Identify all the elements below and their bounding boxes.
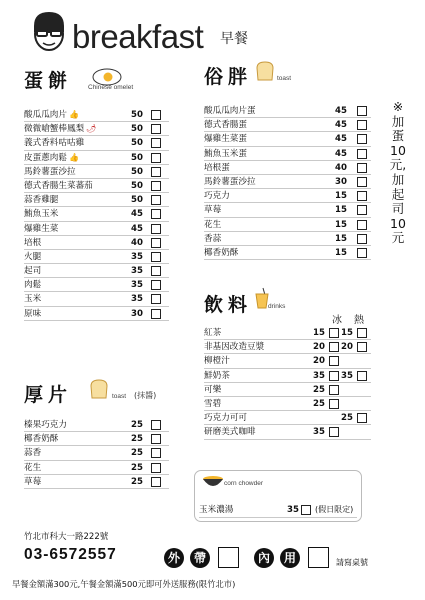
iced-price: 35 bbox=[313, 427, 325, 438]
order-checkbox[interactable] bbox=[151, 124, 161, 134]
hot-price: 15 bbox=[341, 328, 353, 338]
menu-row bbox=[24, 222, 169, 236]
order-checkbox[interactable] bbox=[357, 163, 367, 173]
item-price: 15 bbox=[335, 205, 347, 216]
menu-row bbox=[24, 307, 169, 321]
item-price: 50 bbox=[131, 138, 143, 149]
order-checkbox[interactable] bbox=[151, 153, 161, 163]
item-price: 50 bbox=[131, 195, 143, 206]
item-name: 培根 bbox=[24, 237, 42, 248]
menu-row bbox=[24, 278, 169, 292]
hot-price: 25 bbox=[341, 413, 353, 424]
iced-checkbox[interactable] bbox=[329, 399, 339, 409]
order-checkbox[interactable] bbox=[151, 448, 161, 458]
thumbs-up-icon: 👍 bbox=[68, 110, 79, 119]
menu-row bbox=[204, 147, 371, 161]
drink-name: 紅茶 bbox=[204, 328, 222, 338]
soup-card bbox=[194, 470, 362, 522]
drink-row bbox=[204, 369, 371, 383]
item-name: 馬鈴薯蛋沙拉 bbox=[204, 176, 256, 187]
order-checkbox[interactable] bbox=[151, 463, 161, 473]
hot-price: 20 bbox=[341, 342, 353, 353]
item-price: 40 bbox=[131, 237, 143, 248]
drink-row bbox=[204, 411, 371, 425]
item-name: 酸瓜瓜肉片 👍 bbox=[24, 110, 79, 120]
order-checkbox[interactable] bbox=[151, 238, 161, 248]
hot-checkbox[interactable] bbox=[357, 342, 367, 352]
item-price: 50 bbox=[131, 152, 143, 163]
item-name: 爆雞生菜蛋 bbox=[204, 134, 247, 145]
menu-row bbox=[24, 151, 169, 165]
drink-name: 非基因改造豆漿 bbox=[204, 342, 265, 353]
chili-pepper-icon: 🌶 bbox=[86, 124, 97, 134]
drink-row bbox=[204, 397, 371, 411]
iced-price: 15 bbox=[313, 328, 325, 338]
drink-name: 可樂 bbox=[204, 384, 222, 395]
order-checkbox[interactable] bbox=[151, 266, 161, 276]
brand-header bbox=[30, 8, 290, 56]
item-name: 椰香奶酥 bbox=[24, 434, 59, 445]
item-name: 玉米 bbox=[24, 294, 42, 305]
order-checkbox[interactable] bbox=[151, 195, 161, 205]
item-name: 肉鬆 bbox=[24, 280, 42, 291]
table-number-note: 請寫桌號 bbox=[336, 558, 368, 567]
order-checkbox[interactable] bbox=[151, 280, 161, 290]
takeout-char-1: 外 bbox=[164, 548, 184, 568]
item-price: 35 bbox=[131, 251, 143, 262]
menu-row bbox=[204, 246, 371, 260]
iced-checkbox[interactable] bbox=[329, 427, 339, 437]
item-price: 35 bbox=[131, 280, 143, 291]
item-price: 50 bbox=[131, 180, 143, 191]
order-checkbox[interactable] bbox=[357, 220, 367, 230]
item-price: 35 bbox=[131, 294, 143, 305]
thick-toast-list bbox=[24, 418, 169, 489]
menu-row bbox=[24, 475, 169, 489]
item-name: 蒜香 bbox=[24, 448, 42, 459]
iced-price: 25 bbox=[313, 384, 325, 395]
order-checkbox[interactable] bbox=[357, 134, 367, 144]
egg-pancake-subtitle: Chinese omelet bbox=[88, 84, 134, 91]
thick-toast-subtitle: toast bbox=[112, 393, 127, 400]
hot-checkbox[interactable] bbox=[357, 371, 367, 381]
drink-name: 巧克力可可 bbox=[204, 413, 247, 424]
item-name: 椰香奶酥 bbox=[204, 247, 239, 258]
item-name: 草莓 bbox=[204, 205, 222, 216]
toast-title: 俗胖 bbox=[204, 66, 253, 88]
iced-checkbox[interactable] bbox=[329, 371, 339, 381]
menu-row bbox=[24, 292, 169, 306]
order-checkbox[interactable] bbox=[357, 120, 367, 130]
menu-row bbox=[24, 446, 169, 460]
item-price: 25 bbox=[131, 462, 143, 473]
menu-row bbox=[24, 108, 169, 122]
bread-slice-icon bbox=[88, 378, 110, 400]
egg-pancake-title: 蛋餅 bbox=[24, 70, 73, 92]
drink-row bbox=[204, 383, 371, 397]
egg-pancake-list bbox=[24, 108, 169, 321]
order-checkbox[interactable] bbox=[151, 420, 161, 430]
drink-name: 柳橙汁 bbox=[204, 356, 230, 367]
menu-row bbox=[24, 122, 169, 136]
menu-row bbox=[204, 218, 371, 232]
hot-checkbox[interactable] bbox=[357, 328, 367, 338]
item-name: 花生 bbox=[24, 462, 42, 473]
order-checkbox[interactable] bbox=[151, 110, 161, 120]
iced-price: 20 bbox=[313, 342, 325, 353]
menu-row bbox=[204, 118, 371, 132]
order-checkbox[interactable] bbox=[151, 477, 161, 487]
soup-row bbox=[199, 503, 357, 518]
iced-checkbox[interactable] bbox=[329, 356, 339, 366]
item-price: 50 bbox=[131, 166, 143, 177]
hot-checkbox[interactable] bbox=[357, 413, 367, 423]
order-checkbox[interactable] bbox=[151, 309, 161, 319]
menu-row bbox=[24, 236, 169, 250]
drink-row bbox=[204, 425, 371, 439]
extra-egg-cheese-note: ※加蛋10元,加起司10元 bbox=[389, 99, 407, 246]
order-checkbox[interactable] bbox=[151, 434, 161, 444]
item-name: 草莓 bbox=[24, 476, 42, 487]
menu-row bbox=[24, 179, 169, 193]
iced-checkbox[interactable] bbox=[329, 328, 339, 338]
order-checkbox[interactable] bbox=[357, 177, 367, 187]
brand-chinese: 早餐 bbox=[220, 31, 248, 47]
soup-bowl-icon bbox=[201, 475, 225, 489]
takeout-char-2: 帶 bbox=[190, 548, 210, 568]
menu-row bbox=[204, 189, 371, 203]
iced-checkbox[interactable] bbox=[329, 385, 339, 395]
bread-slice-icon bbox=[254, 60, 276, 82]
order-checkbox[interactable] bbox=[357, 205, 367, 215]
item-name: 馬鈴薯蛋沙拉 bbox=[24, 166, 76, 177]
toast-list bbox=[204, 104, 371, 260]
order-checkbox[interactable] bbox=[151, 138, 161, 148]
thick-toast-title: 厚片 bbox=[24, 384, 73, 406]
soup-checkbox[interactable] bbox=[301, 505, 311, 515]
menu-row bbox=[24, 418, 169, 432]
table-number-box[interactable] bbox=[308, 547, 329, 568]
item-price: 50 bbox=[131, 110, 143, 120]
order-checkbox[interactable] bbox=[357, 191, 367, 201]
item-price: 15 bbox=[335, 219, 347, 230]
menu-row bbox=[24, 136, 169, 150]
item-name: 榛果巧克力 bbox=[24, 420, 67, 430]
drinks-list bbox=[204, 326, 371, 440]
brand-word: breakfast bbox=[72, 18, 204, 55]
item-price: 25 bbox=[131, 434, 143, 445]
toast-subtitle: toast bbox=[277, 75, 292, 82]
glasses-face-logo-icon bbox=[30, 10, 68, 52]
spread-note: (抹醬) bbox=[134, 391, 157, 400]
drink-row bbox=[204, 340, 371, 354]
item-price: 50 bbox=[131, 124, 143, 135]
item-name: 德式香腸蛋 bbox=[204, 120, 247, 131]
menu-row bbox=[24, 193, 169, 207]
hot-price: 35 bbox=[341, 370, 353, 381]
order-checkbox[interactable] bbox=[357, 149, 367, 159]
item-price: 15 bbox=[335, 233, 347, 244]
drink-row bbox=[204, 326, 371, 340]
iced-price: 20 bbox=[313, 356, 325, 367]
hot-column-header: 熱 bbox=[354, 315, 364, 326]
shop-address: 竹北市科大一路222號 bbox=[24, 532, 109, 542]
soup-subtitle: corn chowder bbox=[224, 480, 264, 487]
item-price: 45 bbox=[131, 209, 143, 220]
drink-name: 鮮奶茶 bbox=[204, 370, 230, 381]
order-checkbox[interactable] bbox=[151, 294, 161, 304]
menu-row bbox=[204, 161, 371, 175]
takeout-checkbox[interactable] bbox=[218, 547, 239, 568]
item-price: 45 bbox=[335, 120, 347, 131]
item-price: 25 bbox=[131, 420, 143, 430]
menu-row bbox=[24, 165, 169, 179]
soup-name: 玉米濃湯 bbox=[199, 505, 234, 515]
menu-row bbox=[204, 203, 371, 217]
item-name: 鮪魚玉米蛋 bbox=[204, 148, 247, 159]
holiday-only-note: (假日限定) bbox=[315, 505, 354, 514]
order-checkbox[interactable] bbox=[357, 234, 367, 244]
thumbs-up-icon: 👍 bbox=[68, 152, 79, 162]
dinein-char-2: 用 bbox=[280, 548, 300, 568]
item-price: 30 bbox=[335, 176, 347, 187]
iced-checkbox[interactable] bbox=[329, 342, 339, 352]
item-price: 40 bbox=[335, 162, 347, 173]
item-price: 25 bbox=[131, 448, 143, 459]
item-price: 15 bbox=[335, 191, 347, 202]
item-name: 培根蛋 bbox=[204, 162, 230, 173]
item-name: 皮蛋蔥肉鬆 👍 bbox=[24, 152, 79, 163]
menu-row bbox=[24, 264, 169, 278]
item-price: 25 bbox=[131, 476, 143, 487]
order-checkbox[interactable] bbox=[151, 209, 161, 219]
item-name: 花生 bbox=[204, 219, 222, 230]
menu-row bbox=[204, 175, 371, 189]
item-name: 義式香料咕咕雞 bbox=[24, 138, 85, 149]
drinks-subtitle: drinks bbox=[268, 303, 286, 310]
item-name: 爆雞生菜 bbox=[24, 223, 59, 234]
shop-phone: 03-6572557 bbox=[24, 546, 117, 563]
item-name: 火腿 bbox=[24, 251, 42, 262]
item-price: 45 bbox=[335, 148, 347, 159]
menu-row bbox=[24, 461, 169, 475]
order-checkbox[interactable] bbox=[151, 167, 161, 177]
drinks-title: 飲料 bbox=[204, 294, 253, 316]
order-checkbox[interactable] bbox=[357, 106, 367, 116]
order-checkbox[interactable] bbox=[151, 252, 161, 262]
item-price: 45 bbox=[335, 106, 347, 116]
menu-row bbox=[204, 132, 371, 146]
iced-price: 35 bbox=[313, 370, 325, 381]
item-name: 巧克力 bbox=[204, 191, 230, 202]
delivery-note: 早餐金額滿300元,午餐金額滿500元即可外送服務(限竹北市) bbox=[12, 579, 236, 589]
item-price: 45 bbox=[335, 134, 347, 145]
item-price: 45 bbox=[131, 223, 143, 234]
item-price: 35 bbox=[131, 266, 143, 277]
drink-name: 研磨美式咖啡 bbox=[204, 427, 256, 438]
menu-row bbox=[24, 207, 169, 221]
order-checkbox[interactable] bbox=[357, 248, 367, 258]
order-checkbox[interactable] bbox=[151, 181, 161, 191]
item-name: 微微嗆蟹棒鳳梨 🌶 bbox=[24, 124, 97, 135]
dinein-char-1: 內 bbox=[254, 548, 274, 568]
item-price: 15 bbox=[335, 247, 347, 258]
menu-row bbox=[24, 250, 169, 264]
item-name: 蒜香雞腿 bbox=[24, 195, 59, 206]
item-name: 德式香腸生菜蕃茄 bbox=[24, 180, 93, 191]
item-name: 原味 bbox=[24, 308, 42, 319]
drink-row bbox=[204, 354, 371, 368]
iced-column-header: 冰 bbox=[332, 315, 342, 326]
item-name: 起司 bbox=[24, 266, 42, 277]
item-name: 酸瓜瓜肉片蛋 bbox=[204, 106, 256, 116]
menu-row bbox=[24, 432, 169, 446]
menu-row bbox=[204, 232, 371, 246]
iced-price: 25 bbox=[313, 398, 325, 409]
item-name: 香蒜 bbox=[204, 233, 222, 244]
order-checkbox[interactable] bbox=[151, 224, 161, 234]
menu-row bbox=[204, 104, 371, 118]
drink-name: 雪碧 bbox=[204, 398, 222, 409]
item-name: 鮪魚玉米 bbox=[24, 209, 59, 220]
soup-price: 35 bbox=[287, 505, 299, 515]
item-price: 30 bbox=[131, 308, 143, 319]
